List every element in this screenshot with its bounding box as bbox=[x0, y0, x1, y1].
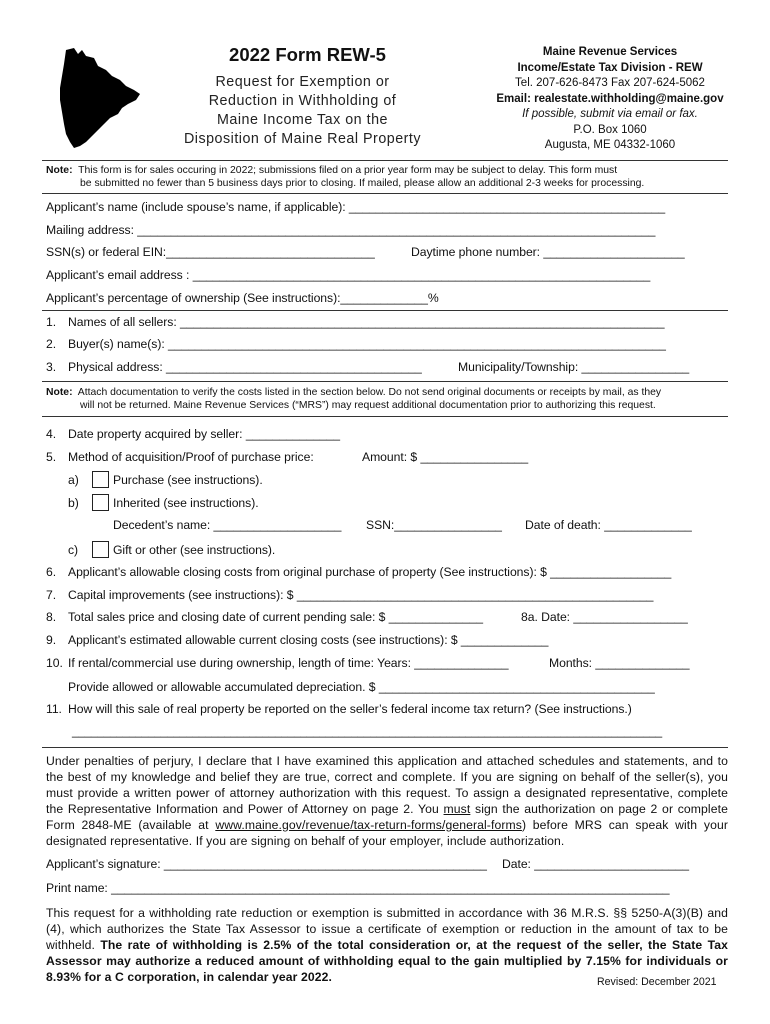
item-number: 10. bbox=[46, 656, 63, 670]
date-of-death-field[interactable]: Date of death: _____________ bbox=[525, 518, 692, 532]
perjury-text: ) before MRS can speak with your designated representative. If you are signing on behalf of your employer, include authorization. bbox=[46, 818, 728, 848]
divider bbox=[42, 381, 728, 382]
option-gift bbox=[68, 541, 752, 558]
daytime-phone-field[interactable]: Daytime phone number: _____________________ bbox=[411, 245, 685, 259]
capital-improvements-field[interactable] bbox=[46, 588, 730, 602]
item-number: 4. bbox=[46, 427, 57, 441]
item-text: Applicant’s allowable closing costs from original purchase of property (See instructions): $ __________________ bbox=[68, 565, 672, 579]
rental-years-field[interactable]: If rental/commercial use during ownership, length of time: Years: ______________ bbox=[68, 656, 509, 670]
option-label: Gift or other (see instructions). bbox=[113, 543, 276, 557]
withholding-text: This request for a withholding rate reduction or exemption is submitted in accordance with 36 M.R.S. §§ 5250-A(3)(B) and (4), which authorizes the State Tax Assessor to issue a certificate of exemption or reduction in the amount of tax to be withheld. bbox=[46, 906, 728, 952]
perjury-text: Under penalties of perjury, I declare that I have examined this application and attached schedules and statements, and to the best of my knowledge and belief they are true, correct and complete. If you are signing on behalf of the seller(s), you must provide a written power of attorney authorization with this request. To assign a designated representative, complete the Representative Information and Power of Attorney on page 2. You bbox=[46, 754, 728, 816]
buyers-field[interactable] bbox=[46, 337, 730, 351]
item-number: 8. bbox=[46, 610, 57, 624]
decedent-row bbox=[113, 518, 770, 532]
sale-date-field[interactable]: 8a. Date: _________________ bbox=[521, 610, 688, 624]
item-number: 3. bbox=[46, 360, 57, 374]
withholding-statement bbox=[46, 905, 728, 985]
municipality-field[interactable]: Municipality/Township: ________________ bbox=[458, 360, 690, 374]
option-inherited bbox=[68, 494, 752, 511]
item-number: 2. bbox=[46, 337, 57, 351]
mailing-address-field[interactable]: Mailing address: _____________________________________________________________________________ bbox=[46, 223, 656, 237]
option-label: Purchase (see instructions). bbox=[113, 473, 263, 487]
note-text: Attach documentation to verify the costs listed in the section below. Do not send original documents or receipts by mail, as they bbox=[77, 387, 662, 398]
item-text: Applicant’s estimated allowable current closing costs (see instructions): $ _____________ bbox=[68, 633, 549, 647]
federal-reporting-answer-line[interactable]: _____________________________________________________________________________________________ bbox=[72, 726, 663, 738]
item-text: Method of acquisition/Proof of purchase price: bbox=[68, 450, 314, 464]
revised-date: Revised: December 2021 bbox=[597, 976, 717, 988]
agency-contact-block bbox=[488, 45, 732, 154]
note-text: be submitted no fewer than 5 business days prior to closing. If mailed, please allow an additional 2-3 weeks for processing. bbox=[80, 178, 645, 189]
divider bbox=[42, 416, 728, 417]
agency-phone: Tel. 207-626-8473 Fax 207-624-5062 bbox=[515, 77, 705, 89]
option-letter: a) bbox=[68, 473, 79, 487]
item-text: Date property acquired by seller: ______________ bbox=[68, 427, 341, 441]
physical-address-field[interactable]: Physical address: ______________________________________ bbox=[68, 360, 422, 374]
divider bbox=[42, 310, 728, 311]
maine-map-logo bbox=[48, 46, 148, 150]
item-number: 7. bbox=[46, 588, 57, 602]
option-purchase bbox=[68, 471, 752, 488]
divider bbox=[42, 193, 728, 194]
agency-city: Augusta, ME 04332-1060 bbox=[544, 139, 676, 151]
agency-division: Income/Estate Tax Division - REW bbox=[517, 61, 703, 74]
purchase-amount-field[interactable]: Amount: $ ________________ bbox=[362, 450, 529, 464]
note-submission bbox=[46, 164, 726, 190]
acquisition-method-row bbox=[46, 450, 730, 464]
item-number: 1. bbox=[46, 315, 57, 329]
item-text: Buyer(s) name(s): __________________________________________________________________________ bbox=[68, 337, 666, 351]
item-number: 6. bbox=[46, 565, 57, 579]
federal-reporting-question bbox=[46, 702, 730, 716]
form-title: 2022 Form REW-5 bbox=[229, 44, 386, 65]
forms-link[interactable]: www.maine.gov/revenue/tax-return-forms/general-forms bbox=[215, 818, 522, 832]
rental-months-field[interactable]: Months: ______________ bbox=[549, 656, 690, 670]
ssn-field[interactable]: SSN(s) or federal EIN:_______________________________ bbox=[46, 245, 375, 259]
note-text: will not be returned. Maine Revenue Services (“MRS”) may request additional documentation prior to authorizing this request. bbox=[80, 400, 656, 411]
note-label: Note: bbox=[46, 387, 73, 398]
decedent-ssn-field[interactable]: SSN:________________ bbox=[366, 518, 502, 532]
gift-checkbox[interactable] bbox=[92, 541, 109, 558]
date-acquired-field[interactable] bbox=[46, 427, 730, 441]
signature-row bbox=[46, 857, 730, 871]
signature-field[interactable]: Applicant’s signature: ________________________________________________ bbox=[46, 857, 487, 871]
sellers-field[interactable] bbox=[46, 315, 730, 329]
form-subtitle bbox=[165, 73, 440, 149]
depreciation-field[interactable]: Provide allowed or allowable accumulated depreciation. $ _________________________________________ bbox=[68, 680, 655, 694]
note-text: This form is for sales occuring in 2022; submissions filed on a prior year form may be subject to delay. This form must bbox=[78, 165, 618, 176]
divider bbox=[42, 160, 728, 161]
inherited-checkbox[interactable] bbox=[92, 494, 109, 511]
option-letter: b) bbox=[68, 496, 79, 510]
applicant-name-field[interactable]: Applicant’s name (include spouse’s name, if applicable): _______________________________________________ bbox=[46, 200, 666, 214]
current-closing-costs-field[interactable] bbox=[46, 633, 730, 647]
rental-use-row bbox=[46, 656, 730, 670]
subtitle-line: Disposition of Maine Real Property bbox=[183, 131, 422, 147]
perjury-text: must bbox=[443, 802, 471, 816]
agency-name: Maine Revenue Services bbox=[542, 46, 678, 58]
item-number: 11. bbox=[46, 702, 62, 716]
option-label: Inherited (see instructions). bbox=[113, 496, 259, 510]
email-field[interactable]: Applicant’s email address : ____________________________________________________________________ bbox=[46, 268, 651, 282]
agency-note: If possible, submit via email or fax. bbox=[522, 108, 698, 120]
item-text: Capital improvements (see instructions): $ _____________________________________________________ bbox=[68, 588, 654, 602]
item-number: 5. bbox=[46, 450, 57, 464]
agency-email[interactable]: Email: realestate.withholding@maine.gov bbox=[496, 92, 724, 105]
item-number: 9. bbox=[46, 633, 57, 647]
perjury-text: sign the authorization on page 2 or complete Form 2848-ME (available at bbox=[46, 802, 728, 832]
sales-price-row bbox=[46, 610, 730, 624]
subtitle-line: Request for Exemption or bbox=[215, 74, 390, 90]
purchase-checkbox[interactable] bbox=[92, 471, 109, 488]
option-letter: c) bbox=[68, 543, 79, 557]
item-text: Names of all sellers: ________________________________________________________________________ bbox=[68, 315, 665, 329]
physical-address-row bbox=[46, 360, 730, 374]
decedent-name-field[interactable]: Decedent’s name: ___________________ bbox=[113, 518, 342, 532]
ssn-row bbox=[46, 245, 730, 259]
divider bbox=[42, 747, 728, 748]
agency-po-box: P.O. Box 1060 bbox=[573, 123, 647, 136]
print-name-field[interactable]: Print name: ___________________________________________________________________________________ bbox=[46, 881, 670, 895]
perjury-statement bbox=[46, 753, 728, 849]
closing-costs-original-field[interactable] bbox=[46, 565, 730, 579]
subtitle-line: Reduction in Withholding of bbox=[208, 93, 397, 109]
item-text: How will this sale of real property be reported on the seller’s federal income tax return? (See instructions.) bbox=[68, 702, 632, 716]
subtitle-line: Maine Income Tax on the bbox=[217, 112, 388, 128]
signature-date-field[interactable]: Date: _______________________ bbox=[502, 857, 689, 871]
note-label: Note: bbox=[46, 165, 73, 176]
sales-price-field[interactable]: Total sales price and closing date of current pending sale: $ ______________ bbox=[68, 610, 483, 624]
ownership-percentage-field[interactable]: Applicant’s percentage of ownership (See instructions):_____________% bbox=[46, 291, 439, 305]
withholding-rate-text: The rate of withholding is 2.5% of the total consideration or, at the request of the seller, the State Tax Assessor may authorize a reduced amount of withholding equal to the gain multiplied by 7.15% for individuals or 8.93% for a C corporation, in calendar year 2022. bbox=[46, 938, 728, 984]
note-documentation bbox=[46, 386, 726, 412]
